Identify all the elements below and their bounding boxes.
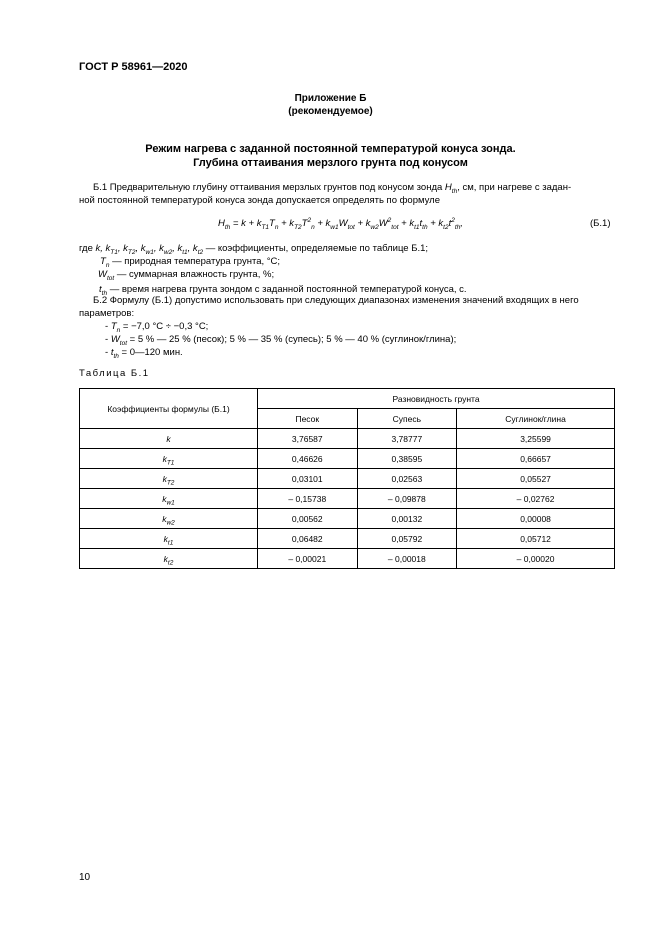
cell: – 0,00018: [357, 549, 457, 569]
cell: – 0,09878: [357, 489, 457, 509]
cell: – 0,00020: [457, 549, 615, 569]
table-row: [80, 489, 615, 509]
cell: 0,05527: [457, 469, 615, 489]
coef-kT1: $k_{T1}$: [80, 449, 258, 469]
cell: 0,00008: [457, 509, 615, 529]
paragraph-b2-line2: параметров:: [79, 308, 135, 319]
cell: 0,06482: [258, 529, 358, 549]
coef-kw2: $k_{w2}$: [80, 509, 258, 529]
header-loam-clay: Суглинок/глина: [457, 409, 615, 429]
appendix-heading: [0, 92, 661, 118]
cell: 0,05712: [457, 529, 615, 549]
where-line: где k, $k_{T1}$, $k_{T2}$, $k_{w1}$, $k_{w2}$, $k_{t1}$, $k_{t2}$ — коэффициенты, определяемые по таблице Б.1;: [79, 243, 429, 256]
section-title: [0, 142, 661, 170]
formula-number: (Б.1): [590, 218, 611, 229]
range-tth: - $t_{th}$ = 0—120 мин.: [105, 347, 183, 360]
coefficients-table: [79, 388, 615, 569]
cell: 0,46626: [258, 449, 358, 469]
coef-kw1: $k_{w1}$: [80, 489, 258, 509]
coef-k: k: [80, 429, 258, 449]
cell: 0,03101: [258, 469, 358, 489]
cell: 3,76587: [258, 429, 358, 449]
cell: 0,66657: [457, 449, 615, 469]
table-row: [80, 429, 615, 449]
table-row: [80, 469, 615, 489]
cell: 0,05792: [357, 529, 457, 549]
wtot-definition: $W_{tot}$ — суммарная влажность грунта, %;: [98, 269, 275, 282]
table-row: [80, 529, 615, 549]
header-sand: Песок: [258, 409, 358, 429]
tth-definition: $t_{th}$ — время нагрева грунта зондом с заданной постоянной температурой конуса, с.: [99, 284, 467, 297]
table-caption: Таблица Б.1: [79, 368, 150, 379]
tn-definition: $T_n$ — природная температура грунта, °С;: [100, 256, 281, 269]
page-number: 10: [79, 872, 91, 883]
header-soil-type: Разновидность грунта: [258, 389, 615, 409]
paragraph-b2-line1: Б.2 Формулу (Б.1) допустимо использовать при следующих диапазонах изменения значений входящих в него: [93, 295, 579, 306]
table-row: [80, 449, 615, 469]
cell: – 0,00021: [258, 549, 358, 569]
cell: 0,00562: [258, 509, 358, 529]
header-sandy-loam: Супесь: [357, 409, 457, 429]
coef-kt1: $k_{t1}$: [80, 529, 258, 549]
paragraph-b1-line2: ной постоянной температурой конуса зонда допускается определять по формуле: [79, 195, 440, 206]
coef-kT2: $k_{T2}$: [80, 469, 258, 489]
document-code: ГОСТ Р 58961—2020: [79, 61, 188, 73]
section-title-line1: Режим нагрева с заданной постоянной температурой конуса зонда.: [145, 143, 516, 155]
table-row: [80, 509, 615, 529]
appendix-subtitle: (рекомендуемое): [288, 106, 373, 117]
table-row: [80, 549, 615, 569]
cell: – 0,15738: [258, 489, 358, 509]
coef-kt2: $k_{t2}$: [80, 549, 258, 569]
appendix-title: Приложение Б: [294, 93, 367, 104]
cell: 3,78777: [357, 429, 457, 449]
cell: 3,25599: [457, 429, 615, 449]
range-wtot: - $W_{tot} = 5$ % — 25 % (песок); 5 % — 35 % (супесь); 5 % — 40 % (суглинок/глина);: [105, 334, 457, 347]
header-coefficients: Коэффициенты формулы (Б.1): [80, 389, 258, 429]
cell: 0,02563: [357, 469, 457, 489]
paragraph-b1-line1: Б.1 Предварительную глубину оттаивания мерзлых грунтов под конусом зонда $H_{th}$, см, при нагреве с задан-: [93, 182, 572, 195]
section-title-line2: Глубина оттаивания мерзлого грунта под конусом: [193, 157, 468, 169]
cell: 0,00132: [357, 509, 457, 529]
formula-b1: $H_{th} = k + k_{T1}T_n + k_{T2}T^2_n + k_{w1}W_{tot} + k_{w2}W^2_{tot} + k_{t1}t_{th} + k_{t2}t^2_{th}$,: [218, 216, 463, 231]
cell: 0,38595: [357, 449, 457, 469]
cell: – 0,02762: [457, 489, 615, 509]
range-tn: - $T_n = -7,0$ °С ÷ −0,3 °С;: [105, 321, 209, 334]
